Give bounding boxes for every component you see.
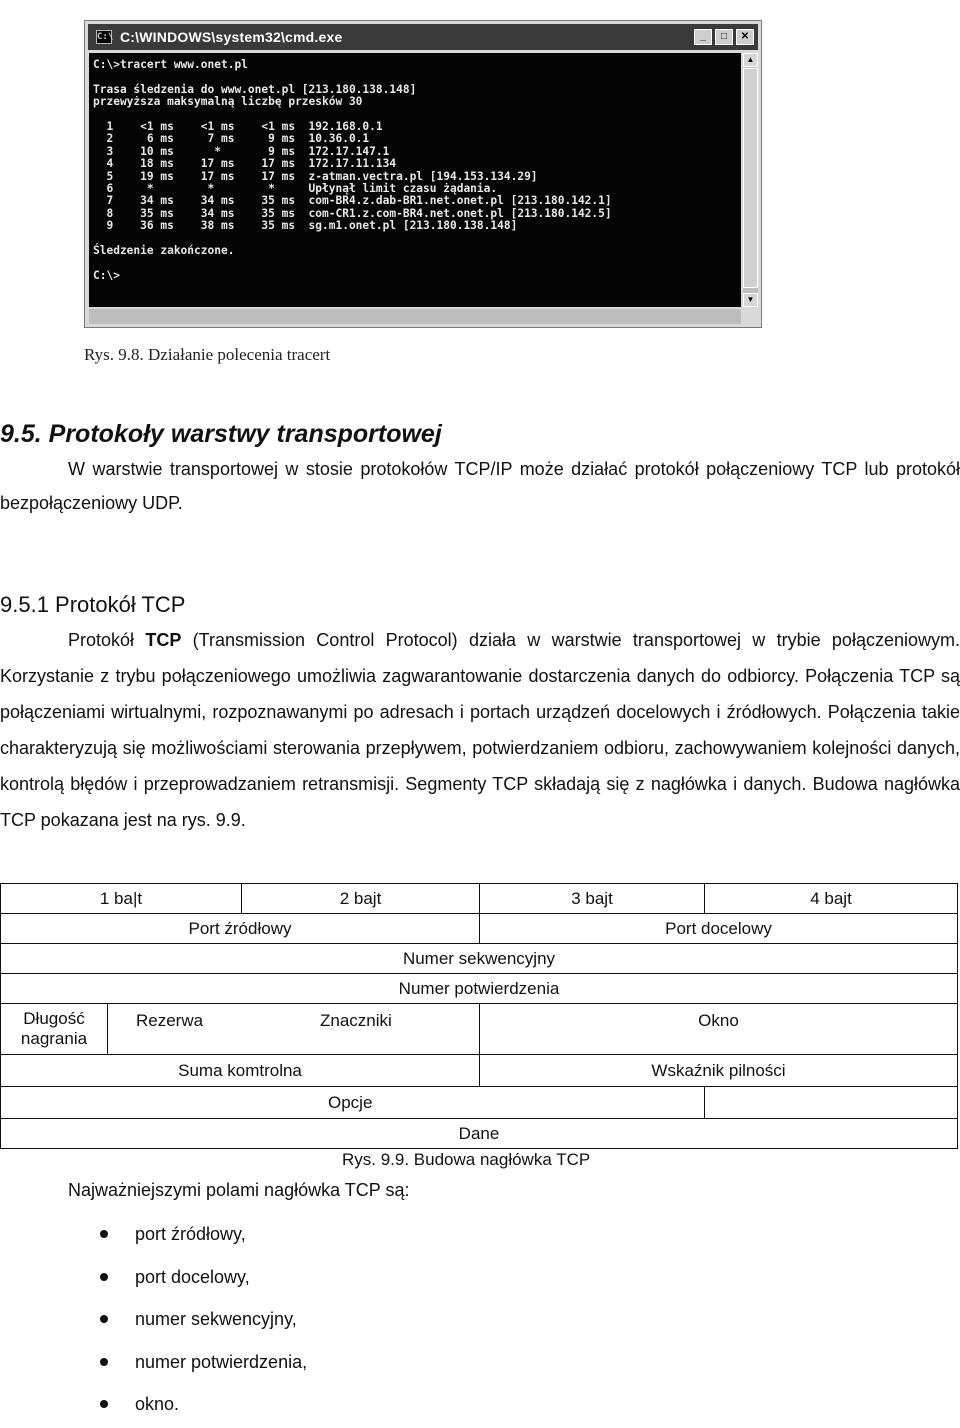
- padding-cell: [704, 1086, 958, 1119]
- scroll-thumb: [743, 68, 758, 288]
- urgent-pointer-label: Wskaźnik pilności: [651, 1060, 786, 1080]
- byte-3-cell: [479, 883, 705, 914]
- data-cell: [0, 1118, 958, 1149]
- console-line: 2 6 ms 7 ms 9 ms 10.36.0.1: [93, 132, 370, 146]
- scroll-down-icon: ▼: [743, 293, 758, 307]
- section-intro-paragraph: W warstwie transportowej w stosie protokołów TCP/IP może działać protokół połączeniowy TCP lub protokół bezpołączeniowy UDP.: [0, 459, 960, 513]
- minimize-icon: _: [694, 29, 712, 45]
- ack-number-label: Numer potwierdzenia: [398, 978, 560, 998]
- sequence-number-cell: [0, 943, 958, 974]
- console-line: 8 35 ms 34 ms 35 ms com-CR1.z.com-BR4.net.onet.pl [213.180.142.5]: [93, 206, 612, 220]
- list-item: [0, 1385, 307, 1428]
- tcp-header-diagram: [0, 883, 960, 1149]
- ack-number-cell: [0, 973, 958, 1004]
- tcp-description-paragraph: [0, 622, 960, 838]
- console-line: [93, 71, 741, 83]
- tcp-fields-list: [0, 1215, 307, 1428]
- console-line: 9 36 ms 38 ms 35 ms sg.m1.onet.pl [213.180.138.148]: [93, 219, 518, 233]
- list-item: [0, 1300, 307, 1343]
- bullet-icon: [100, 1230, 108, 1238]
- bullet-icon: [100, 1358, 108, 1366]
- byte-4-label: 4 bajt: [810, 888, 852, 908]
- cmd-console-output: [89, 53, 741, 307]
- fields-intro: Najważniejszymi polami nagłówka TCP są:: [68, 1180, 410, 1200]
- header-length-line2: nagrania: [20, 1029, 88, 1048]
- cmd-horizontal-scrollbar: [89, 309, 741, 324]
- maximize-icon: □: [715, 29, 733, 45]
- console-line: 4 18 ms 17 ms 17 ms 172.17.11.134: [93, 157, 397, 171]
- para-bold-tcp: TCP: [145, 630, 182, 650]
- console-line: Śledzenie zakończone.: [93, 244, 235, 258]
- para-start: Protokół: [68, 630, 146, 650]
- list-item-text: port źródłowy,: [135, 1224, 246, 1244]
- byte-3-label: 3 bajt: [571, 888, 613, 908]
- checksum-cell: [0, 1054, 480, 1087]
- options-label: Opcje: [328, 1093, 373, 1112]
- list-item-text: okno.: [135, 1394, 180, 1414]
- dest-port-label: Port docelowy: [665, 918, 772, 938]
- scroll-up-icon: ▲: [743, 53, 758, 67]
- console-line: 6 * * * Upłynął limit czasu żądania.: [93, 182, 498, 196]
- byte-2-cell: [241, 883, 480, 914]
- console-line: C:\>tracert www.onet.pl: [93, 58, 248, 71]
- para-rest: (Transmission Control Protocol) działa w warstwie transportowej w trybie połączeniowym. Korzystanie z trybu połączeniowego umożliwia zagwarantowanie dostarczenia danych do odbiorcy. Połączenia TCP są połączeniami wirtualnymi, rozpoznawanymi po adresach i portach urządzeń docelowych i źródłowych. Połączenia takie charakteryzują się możliwościami sterowania przepływem, potwierdzaniem odbioru, zachowywaniem kolejności danych, kontrolą błędów i przeprowadzaniem retransmisji. Segmenty TCP składają się z nagłówka i danych. Budowa nagłówka TCP pokazana jest na rys. 9.9.: [0, 630, 960, 830]
- list-item: [0, 1215, 307, 1258]
- console-line: 7 34 ms 34 ms 35 ms com-BR4.z.dab-BR1.net.onet.pl [213.180.142.1]: [93, 194, 612, 208]
- checksum-label: Suma komtrolna: [178, 1060, 302, 1080]
- source-port-label: Port źródłowy: [188, 918, 292, 938]
- source-port-cell: [0, 913, 480, 944]
- window-controls: [694, 29, 754, 45]
- cmd-vertical-scrollbar: [743, 53, 758, 307]
- cmd-titlebar: [88, 24, 758, 50]
- dest-port-cell: [479, 913, 958, 944]
- console-line: 3 10 ms * 9 ms 172.17.147.1: [93, 144, 390, 158]
- console-line: 5 19 ms 17 ms 17 ms z-atman.vectra.pl [194.153.134.29]: [93, 169, 538, 183]
- header-length-line1: Długość: [23, 1009, 85, 1028]
- list-item-text: port docelowy,: [135, 1266, 250, 1287]
- subsection-heading: 9.5.1 Protokół TCP: [0, 592, 186, 617]
- byte-1-label: 1 ba|t: [99, 888, 143, 908]
- data-label: Dane: [458, 1123, 500, 1143]
- section-heading: 9.5. Protokoły warstwy transportowej: [0, 420, 442, 448]
- list-item: [0, 1343, 307, 1386]
- window-label: Okno: [698, 1011, 739, 1030]
- cmd-app-icon: C:\: [97, 32, 114, 42]
- byte-2-label: 2 bajt: [339, 888, 382, 908]
- bullet-icon: [100, 1315, 108, 1323]
- byte-4-cell: [704, 883, 958, 914]
- cmd-title: C:\WINDOWS\system32\cmd.exe: [120, 29, 343, 45]
- urgent-pointer-cell: [479, 1054, 958, 1087]
- bullet-icon: [100, 1273, 108, 1281]
- flags-label: Znaczniki: [320, 1011, 392, 1030]
- byte-1-cell: [0, 883, 242, 914]
- bullet-icon: [100, 1400, 108, 1408]
- console-line: [93, 258, 741, 270]
- window-cell: [479, 1003, 958, 1055]
- figure-caption: Rys. 9.8. Działanie polecenia tracert: [84, 345, 331, 364]
- figure-caption-tcp: Rys. 9.9. Budowa nagłówka TCP: [342, 1150, 591, 1169]
- console-line: Trasa śledzenia do www.onet.pl [213.180.138.148]: [93, 82, 417, 96]
- list-item-text: numer potwierdzenia,: [135, 1351, 308, 1372]
- console-line: C:\>: [93, 268, 120, 282]
- header-length-cell: [0, 1003, 108, 1055]
- list-item-text: numer sekwencyjny,: [135, 1309, 297, 1329]
- close-icon: ✕: [736, 29, 754, 45]
- sequence-number-label: Numer sekwencyjny: [402, 948, 556, 968]
- list-item: [0, 1258, 307, 1301]
- console-line: 1 <1 ms <1 ms <1 ms 192.168.0.1: [93, 120, 383, 134]
- reserved-label: Rezerwa: [136, 1011, 204, 1030]
- console-line: przewyższa maksymalną liczbę przesków 30: [93, 95, 363, 109]
- cmd-window-screenshot: [84, 20, 762, 328]
